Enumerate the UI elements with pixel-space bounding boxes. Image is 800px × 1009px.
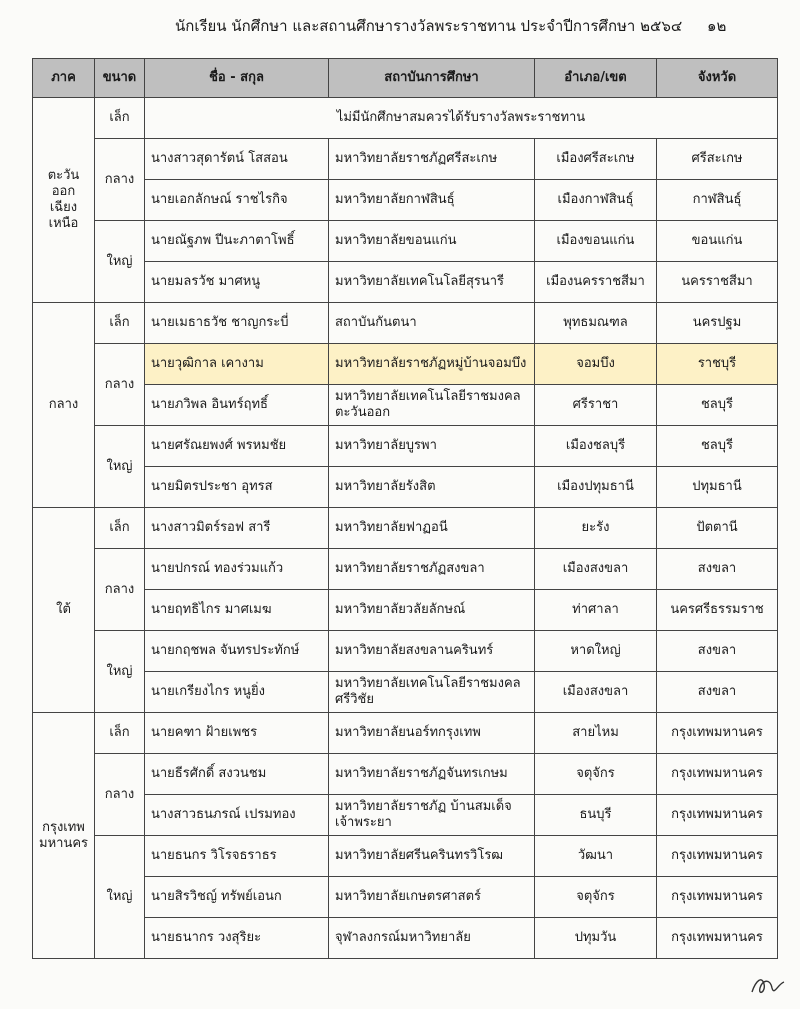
district-cell: เมืองชลบุรี — [535, 426, 657, 467]
name-cell: นายฤทธิไกร มาศเมฆ — [145, 590, 329, 631]
award-table — [32, 58, 778, 959]
district-cell: เมืองสงขลา — [535, 549, 657, 590]
size-cell: กลาง — [95, 754, 145, 836]
institution-cell: มหาวิทยาลัยราชภัฏจันทรเกษม — [329, 754, 535, 795]
institution-cell: มหาวิทยาลัยขอนแก่น — [329, 221, 535, 262]
province-cell: กรุงเทพมหานคร — [657, 713, 778, 754]
region-cell-northeast: ตะวันออก เฉียงเหนือ — [33, 98, 95, 303]
province-cell: ขอนแก่น — [657, 221, 778, 262]
size-cell: กลาง — [95, 549, 145, 631]
table-row — [33, 385, 778, 426]
institution-cell: มหาวิทยาลัยศรีนครินทรวิโรฒ — [329, 836, 535, 877]
district-cell: เมืองศรีสะเกษ — [535, 139, 657, 180]
name-cell: นายธนกร วิโรจธราธร — [145, 836, 329, 877]
institution-cell: มหาวิทยาลัยราชภัฏ บ้านสมเด็จเจ้าพระยา — [329, 795, 535, 836]
province-cell: ปัตตานี — [657, 508, 778, 549]
institution-cell: มหาวิทยาลัยเทคโนโลยีสุรนารี — [329, 262, 535, 303]
region-cell-central: กลาง — [33, 303, 95, 508]
size-cell: เล็ก — [95, 508, 145, 549]
region-cell-bangkok: กรุงเทพ มหานคร — [33, 713, 95, 959]
table-row — [33, 180, 778, 221]
table-row — [33, 221, 778, 262]
province-cell: ศรีสะเกษ — [657, 139, 778, 180]
table-row — [33, 139, 778, 180]
district-cell: จอมบึง — [535, 344, 657, 385]
region-cell-south: ใต้ — [33, 508, 95, 713]
table-row — [33, 549, 778, 590]
table-row — [33, 98, 778, 139]
size-cell: กลาง — [95, 344, 145, 426]
table-row — [33, 262, 778, 303]
size-cell: เล็ก — [95, 303, 145, 344]
table-row — [33, 344, 778, 385]
name-cell: นายมิตรประชา อุทรส — [145, 467, 329, 508]
district-cell: เมืองปทุมธานี — [535, 467, 657, 508]
district-cell: ธนบุรี — [535, 795, 657, 836]
table-row — [33, 918, 778, 959]
name-cell: นายเอกลักษณ์ ราชไรกิจ — [145, 180, 329, 221]
province-cell: กาฬสินธุ์ — [657, 180, 778, 221]
name-cell: นายณัฐภพ ปีนะภาตาโพธิ์ — [145, 221, 329, 262]
size-cell: กลาง — [95, 139, 145, 221]
table-row — [33, 467, 778, 508]
name-cell: นายภวิพล อินทร์ฤทธิ์ — [145, 385, 329, 426]
table-header-row — [33, 59, 778, 98]
name-cell: นายเมธาธวัช ชาญกระบี่ — [145, 303, 329, 344]
table-row — [33, 508, 778, 549]
page-header — [0, 0, 800, 50]
institution-cell: มหาวิทยาลัยเทคโนโลยีราชมงคล ศรีวิชัย — [329, 672, 535, 713]
column-header-district: อำเภอ/เขต — [535, 59, 657, 98]
district-cell: ยะรัง — [535, 508, 657, 549]
table-row — [33, 877, 778, 918]
name-cell: นายเกรียงไกร หนูยิ่ง — [145, 672, 329, 713]
name-cell: นางสาวมิตร์รอฟ สารี — [145, 508, 329, 549]
province-cell: ชลบุรี — [657, 426, 778, 467]
table-row — [33, 836, 778, 877]
province-cell: กรุงเทพมหานคร — [657, 877, 778, 918]
name-cell: นายกฤชพล จันทรประทักษ์ — [145, 631, 329, 672]
name-cell: นายปกรณ์ ทองร่วมแก้ว — [145, 549, 329, 590]
size-cell: ใหญ่ — [95, 631, 145, 713]
district-cell: เมืองนครราชสีมา — [535, 262, 657, 303]
signature-mark — [748, 966, 788, 1002]
province-cell: นครศรีธรรมราช — [657, 590, 778, 631]
table-row — [33, 672, 778, 713]
name-cell: นายธนากร วงสุริยะ — [145, 918, 329, 959]
province-cell: กรุงเทพมหานคร — [657, 795, 778, 836]
name-cell: นางสาวสุดารัตน์ โสสอน — [145, 139, 329, 180]
province-cell: ชลบุรี — [657, 385, 778, 426]
district-cell: พุทธมณฑล — [535, 303, 657, 344]
column-header-name: ชื่อ - สกุล — [145, 59, 329, 98]
column-header-region: ภาค — [33, 59, 95, 98]
institution-cell: มหาวิทยาลัยราชภัฏศรีสะเกษ — [329, 139, 535, 180]
district-cell: เมืองสงขลา — [535, 672, 657, 713]
table-row — [33, 303, 778, 344]
no-award-message: ไม่มีนักศึกษาสมควรได้รับรางวัลพระราชทาน — [145, 98, 778, 139]
name-cell: นายธีรศักดิ์ สงวนชม — [145, 754, 329, 795]
province-cell: กรุงเทพมหานคร — [657, 754, 778, 795]
institution-cell: มหาวิทยาลัยสงขลานครินทร์ — [329, 631, 535, 672]
size-cell: เล็ก — [95, 98, 145, 139]
district-cell: ศรีราชา — [535, 385, 657, 426]
institution-cell: มหาวิทยาลัยนอร์ทกรุงเทพ — [329, 713, 535, 754]
province-cell: กรุงเทพมหานคร — [657, 918, 778, 959]
size-cell: ใหญ่ — [95, 426, 145, 508]
province-cell: ปทุมธานี — [657, 467, 778, 508]
name-cell: นายคฑา ฝ้ายเพชร — [145, 713, 329, 754]
column-header-province: จังหวัด — [657, 59, 778, 98]
district-cell: จตุจักร — [535, 877, 657, 918]
district-cell: เมืองกาฬสินธุ์ — [535, 180, 657, 221]
institution-cell: จุฬาลงกรณ์มหาวิทยาลัย — [329, 918, 535, 959]
province-cell: สงขลา — [657, 672, 778, 713]
column-header-institution: สถาบันการศึกษา — [329, 59, 535, 98]
district-cell: ท่าศาลา — [535, 590, 657, 631]
institution-cell: สถาบันกันตนา — [329, 303, 535, 344]
institution-cell: มหาวิทยาลัยเทคโนโลยีราชมงคล ตะวันออก — [329, 385, 535, 426]
table-row — [33, 426, 778, 467]
name-cell: นายสิรวิชญ์ ทรัพย์เอนก — [145, 877, 329, 918]
province-cell: สงขลา — [657, 549, 778, 590]
name-cell: นายศรัณยพงศ์ พรหมชัย — [145, 426, 329, 467]
institution-cell: มหาวิทยาลัยราชภัฏหมู่บ้านจอมบึง — [329, 344, 535, 385]
name-cell: นางสาวธนภรณ์ เปรมทอง — [145, 795, 329, 836]
province-cell: นครปฐม — [657, 303, 778, 344]
province-cell: ราชบุรี — [657, 344, 778, 385]
district-cell: สายไหม — [535, 713, 657, 754]
institution-cell: มหาวิทยาลัยฟาฏอนี — [329, 508, 535, 549]
district-cell: ปทุมวัน — [535, 918, 657, 959]
institution-cell: มหาวิทยาลัยเกษตรศาสตร์ — [329, 877, 535, 918]
institution-cell: มหาวิทยาลัยวลัยลักษณ์ — [329, 590, 535, 631]
page-number: ๑๒ — [707, 17, 727, 35]
table-row — [33, 590, 778, 631]
institution-cell: มหาวิทยาลัยกาฬสินธุ์ — [329, 180, 535, 221]
table-row — [33, 631, 778, 672]
size-cell: เล็ก — [95, 713, 145, 754]
province-cell: สงขลา — [657, 631, 778, 672]
page-title: นักเรียน นักศึกษา และสถานศึกษารางวัลพระราชทาน ประจำปีการศึกษา ๒๕๖๔ — [175, 17, 683, 35]
name-cell: นายวุฒิกาล เคางาม — [145, 344, 329, 385]
district-cell: วัฒนา — [535, 836, 657, 877]
province-cell: นครราชสีมา — [657, 262, 778, 303]
institution-cell: มหาวิทยาลัยบูรพา — [329, 426, 535, 467]
province-cell: กรุงเทพมหานคร — [657, 836, 778, 877]
size-cell: ใหญ่ — [95, 836, 145, 959]
district-cell: หาดใหญ่ — [535, 631, 657, 672]
district-cell: เมืองขอนแก่น — [535, 221, 657, 262]
institution-cell: มหาวิทยาลัยรังสิต — [329, 467, 535, 508]
institution-cell: มหาวิทยาลัยราชภัฏสงขลา — [329, 549, 535, 590]
table-row — [33, 795, 778, 836]
district-cell: จตุจักร — [535, 754, 657, 795]
size-cell: ใหญ่ — [95, 221, 145, 303]
table-row — [33, 754, 778, 795]
table-row — [33, 713, 778, 754]
column-header-size: ขนาด — [95, 59, 145, 98]
name-cell: นายมลรวัช มาศหนู — [145, 262, 329, 303]
